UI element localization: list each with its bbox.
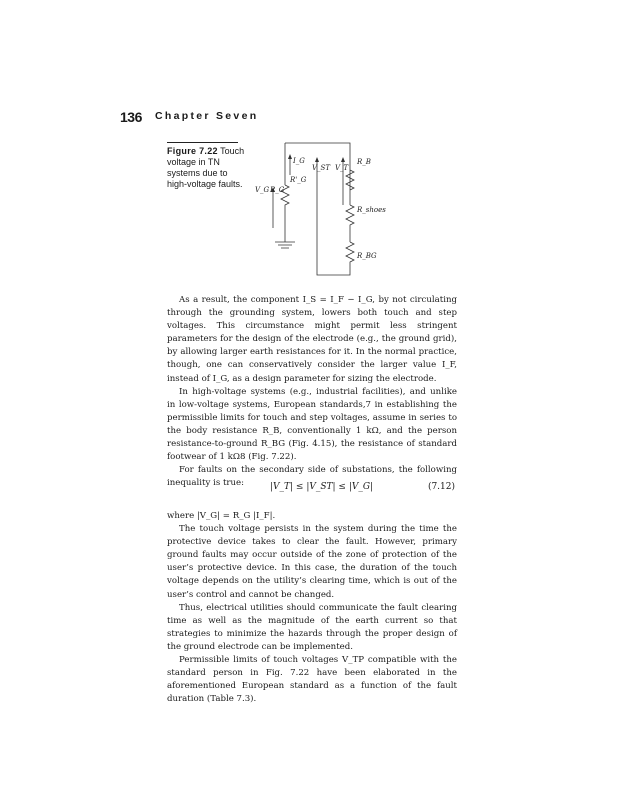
chapter-title: Chapter Seven — [155, 110, 259, 122]
rshoes-resistor — [346, 205, 354, 242]
label-vst: V_ST — [312, 164, 331, 172]
figure-caption-text: Touch voltage in TN systems due to high-voltage faults. — [167, 146, 245, 189]
top-wire — [285, 143, 350, 205]
vt-arrow — [341, 157, 345, 162]
equation-number: (7.12) — [427, 482, 455, 492]
page-number: 136 — [120, 109, 142, 125]
equation-expression: |V_T| ≤ |V_ST| ≤ |V_G| — [270, 482, 374, 492]
label-vg: V_G — [255, 186, 270, 194]
ig-arrow — [288, 154, 292, 159]
label-rshoes: R_shoes — [357, 206, 386, 214]
paragraph: Permissible limits of touch voltages V_TP compatible with the standard person in Fig. 7.22 have been elaborated in the aforementioned European standard as a function of the fault duration (Table 7.3). — [167, 655, 457, 705]
label-rbg: R_BG — [357, 252, 377, 260]
vst-arrow — [315, 157, 319, 162]
figure-label: Figure 7.22 — [167, 146, 218, 156]
caption-rule — [167, 142, 238, 143]
paragraph: where |V_G| = R_G |I_F|. — [167, 511, 276, 521]
paragraph: In high-voltage systems (e.g., industrial facilities), and unlike in low-voltage systems, European standards,7 in establishing the permissible limits for touch and step voltages, assume in series to the body resistance R_B, conventionally 1 kΩ, and the person resistance-to-ground R_BG (Fig. 4.15), the resistance of standard footwear of 1 kΩ8 (Fig. 7.22). — [167, 386, 457, 463]
circuit-figure — [255, 130, 405, 280]
body-text-lower — [167, 510, 457, 706]
ground-symbol — [275, 228, 295, 248]
label-vt: V_T — [335, 164, 349, 172]
label-rb: R_B — [357, 158, 371, 166]
label-ig: I_G — [293, 157, 305, 165]
paragraph: As a result, the component I_S = I_F − I_G, by not circulating through the grounding system, lowers both touch and step voltages. This circumstance might permit less stringent parameters for the design of the electrode (e.g., the ground grid), by allowing larger earth resistances for it. In the normal practice, though, one can conservatively consider the larger value I_F, instead of I_G, as a design parameter for sizing the electrode. — [167, 295, 457, 384]
paragraph: The touch voltage persists in the system during the time the protective device takes to clear the fault. However, primary ground faults may occur outside of the zone of protection of the user’s protective device. In this case, the duration of the touch voltage depends on the utility’s clearing time, which is out of the user’s control and cannot be changed. — [167, 524, 457, 600]
label-rgprime: R'_G — [290, 176, 307, 184]
equation-7-12 — [167, 482, 457, 496]
body-text-upper — [167, 294, 457, 490]
paragraph: For faults on the secondary side of substations, the following inequality is true: — [167, 465, 457, 489]
figure-caption — [167, 146, 249, 190]
paragraph: Thus, electrical utilities should communicate the fault clearing time as well as the magnitude of the earth current so that strategies to minimize the hazards through the proper design of the ground electrode can be implemented. — [167, 602, 457, 652]
label-rg: R_G — [270, 186, 285, 194]
